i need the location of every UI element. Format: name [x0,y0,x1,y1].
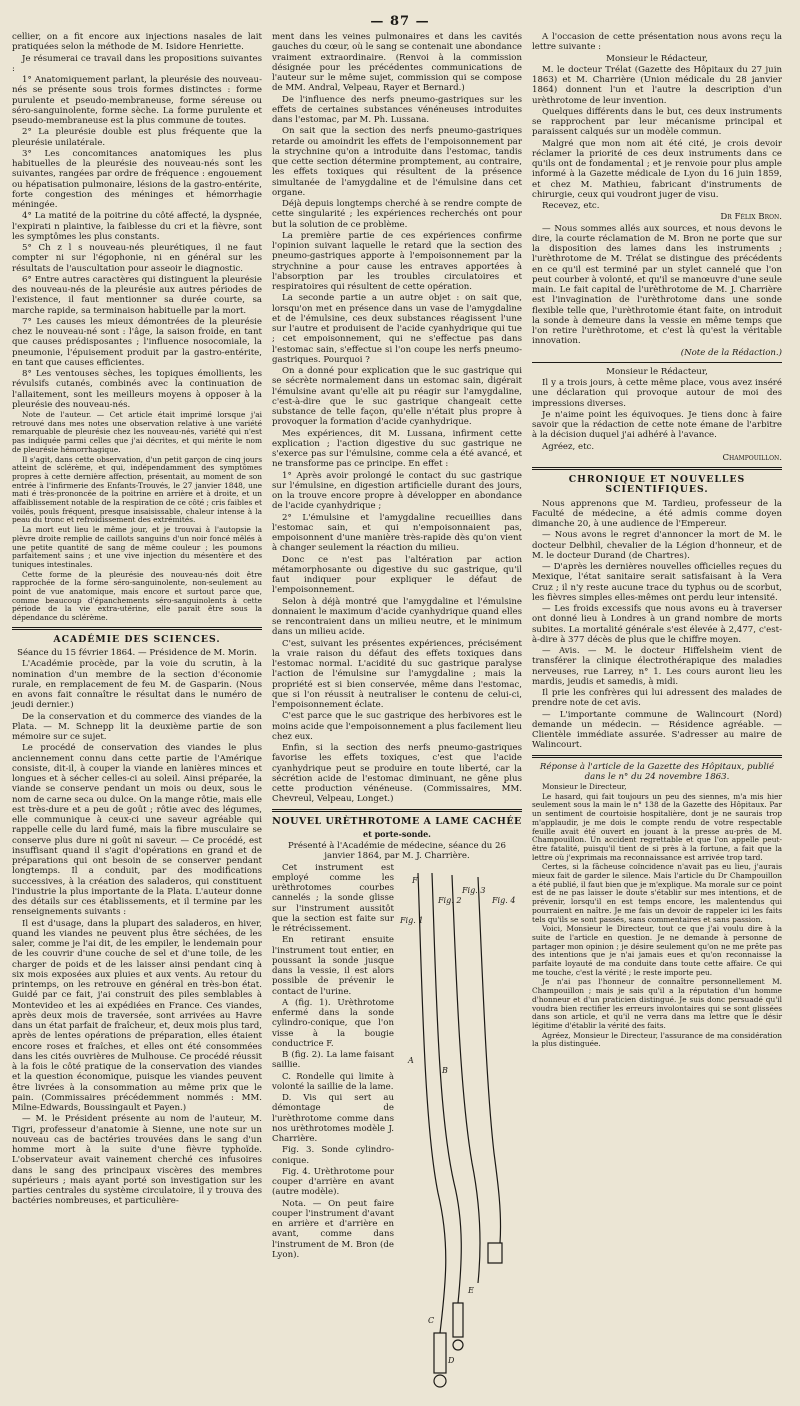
proposition: 7° Les causes les mieux démontrées de la pleurésie chez le nouveau-né sont : l'âge, la saison froide, en tant que causes prédisposantes ; l'influence nosocomiale, la pneumonie, l'épuisement produit par la gastro-entérite, en tant que causes efficientes. [12,316,262,368]
part-label: B [442,1065,448,1075]
divider [12,627,262,630]
instrument-fig4 [478,877,501,1243]
paragraph: Il y a trois jours, à cette même place, vous avez inséré une déclaration qui provoque autour de moi des impressions diverses. [532,378,782,409]
proposition: 2° La pleurésie double est plus fréquente que la pleurésie unilatérale. [12,127,262,148]
fig-label: Fig. 2 [438,895,462,905]
reply-paragraph: Voici, Monsieur le Directeur, tout ce que j'ai voulu dire à la suite de l'article en question. Je ne demande à personne de partager mon opinion ; je désire seulement qu'on ne me prête pas des intentions que je n'ai jamais eues et qu'on reconnaisse la parfaite loyauté de ma conduite dans toute cette affaire. Ce qui me touche, c'est la vérité ; le reste importe peu. [532,924,782,977]
instrument-drawing [398,863,522,1403]
paragraph: Quelques différents dans le but, ces deux instruments se rapprochent par leur mécanisme principal et paraissent calqués sur un modèle commun. [532,106,782,138]
page-number: — 87 — [370,14,430,29]
figure-paragraph: Cet instrument est employé comme les urèthrotomes courbes cannelés ; la sonde glisse sur l'instrument aussitôt que la section est faite sur le rétrécissement. [272,862,394,934]
proposition: 3° Les concomitances anatomiques les plus habituelles de la pleurésie des nouveau-nés sont les suivantes, rangées par ordre de fréquence : engouement ou hépatisation pulmonaire, lésions de la gastro-entérite, forte congestion des méninges et hémorrhagie méningée. [12,148,262,210]
thumb-ring [434,1375,446,1387]
proposition: 4° La matité de la poitrine du côté affecté, la dyspnée, l'expirati n plaintive, la faiblesse du cri et la fièvre, sont les symptômes les plus constants. [12,211,262,242]
paragraph: 1° Après avoir prolongé le contact du suc gastrique sur l'émulsine, en digestion artificielle durant des jours, on la trouve encore propre à développer en abondance de l'acide cyanhydrique ; [272,470,522,512]
proposition: 1° Anatomiquement parlant, la pleurésie des nouveau-nés se présente sous trois formes distinctes : forme purulente et pseudo-membraneuse, forme séreuse ou séro-sanguinolente, forme sèche. La forme purulente et pseudo-membraneuse est la plus commune de toutes. [12,75,262,126]
paragraph: Je n'aime point les équivoques. Je tiens donc à faire savoir que la rédaction de cette note émane de l'arbitre à la décision duquel j'ai adhéré à l'avance. [532,409,782,441]
column-2 [272,32,522,1365]
divider [532,362,782,363]
figure-paragraph: Fig. 4. Urèthrotome pour couper d'arrière en avant (autre modèle). [272,1166,394,1198]
paragraph: Le procédé de conservation des viandes le plus anciennement connu dans cette partie de l'Amérique consiste, dit-il, à couper la viande en lanières minces et longues et à sécher celles-ci au soleil. Ainsi préparée, la viande se conserve pendant un mois ou deux, sous le nom de carne seca ou dulce. On la mange rôtie, mais elle est très-dure et a peu de goût ; rôtie avec des légumes, elle communique à ceux-ci une saveur agréable qui rappelle celle du lard fumé, mais la fibre musculaire se conserve plus dure ni goût ni saveur. — Ce procédé, est insuffisant quand il s'agit d'opérations en grand et de préparations qui ont besoin de se conserver pendant longtemps. Il a conduit, par des modifications successives, à la création des saladeros, qui constituent l'industrie la plus importante de la Plata. L'auteur donne des détails sur ces établissements, et il termine par les renseignements suivants : [12,743,262,918]
news-item: Il prie les confrères qui lui adressent des malades de prendre note de cet avis. [532,688,782,709]
paragraph: La première partie de ces expériences confirme l'opinion suivant laquelle le retard que la section des pneumo-gastriques apporte à l'empoisonnement par la strychnine a pour cause les entraves apportées à l'absorption par les troubles circulatoires et respiratoires qui résultent de cette opération. [272,230,522,292]
instrument-fig1 [418,873,446,1333]
figure-paragraph: C. Rondelle qui limite à volonté la saillie de la lame. [272,1071,394,1092]
salutation: Monsieur le Rédacteur, [606,53,708,64]
news-item: Nous apprenons que M. Tardieu, professeur de la Faculté de médecine, a été admis comme doyen dimanche 20, à une audience de l'Empereur. [532,498,782,529]
handle [488,1243,502,1263]
section-title: ACADÉMIE DES SCIENCES. [53,633,221,645]
salutation: Monsieur le Rédacteur, [606,366,708,377]
reply-paragraph: Agréez, Monsieur le Directeur, l'assurance de ma considération la plus distinguée. [532,1030,782,1049]
paragraph: On sait que la section des nerfs pneumo-gastriques retarde ou amoindrit les effets de l'empoisonnement par la strychnine qu'on a introduite dans l'estomac, tandis que cette section détermine promptement, au contraire, les effets toxiques qui résultent de la présence simultanée de l'amygdaline et de l'émulsine dans cet organe. [272,126,522,198]
paragraph: Selon à déjà montré que l'amygdaline et l'émulsine donnaient le maximum d'acide cyanhydrique quand elles se rencontraient dans un milieu neutre, et le minimum dans un milieu acide. [272,596,522,638]
handle [453,1303,463,1337]
figure-paragraph: Fig. 3. Sonde cylindro-conique. [272,1145,394,1166]
paragraph: L'Académie procède, par la voie du scrutin, à la nomination d'un membre de la section d'économie rurale, en remplacement de feu M. de Gasparin. (Nous en avons fait connaître le résultat dans le numéro de jeudi dernier.) [12,659,262,711]
news-item: — L'importante commune de Walincourt (Nord) demande un médecin. — Résidence agréable. — Clientèle immédiate assurée. S'adresser au maire de Walincourt. [532,709,782,751]
note-paragraph: La mort eut lieu le même jour, et je trouvai à l'autopsie la plèvre droite remplie de caillots sanguins d'un noir foncé mêlés à une petite quantité de sang de même couleur ; les poumons parfaitement sains ; et une vive injection du mésentère et des tuniques intestinales. [12,525,262,569]
fig-label: Fig. 3 [462,885,486,895]
instrument-fig2 [432,873,461,1303]
paragraph: Mes expériences, dit M. Lussana, infirment cette explication ; l'action digestive du suc gastrique ne s'exerce pas sur l'émulsine, comme cela a été avancé, et ne transforme pas ce principe. En effet : [272,428,522,470]
note-paragraph: Note de l'auteur. — Cet article était imprimé lorsque j'ai retrouvé dans mes notes une observation relative à une variété remarquable de pleurésie chez les nouveau-nés, variété qui n'est pas indiquée parmi celles que j'ai décrites, et qui mérite le nom de pleurésie hémorrhagique. [12,410,262,454]
paragraph: De l'influence des nerfs pneumo-gastriques sur les effets de certaines substances vénéneuses introduites dans l'estomac, par M. Ph. Lussana. [272,94,522,125]
paragraph: Donc ce n'est pas l'altération par action métamorphosante ou digestive du suc gastrique, qu'il faut indiquer pour expliquer le défaut de l'empoisonnement. [272,554,522,596]
paragraph: Agréez, etc. [542,441,595,452]
editor-note: (Note de la Rédaction.) [680,347,782,358]
paragraph: C'est parce que le suc gastrique des herbivores est le moins acide que l'empoisonnement a plus facilement lieu chez eux. [272,711,522,742]
paragraph: Déjà depuis longtemps cherché à se rendre compte de cette singularité ; les expériences recherchés ont pour but la solution de ce problème. [272,199,522,230]
article-title: NOUVEL URÈTHROTOME A LAME CACHÉE [272,815,522,827]
paragraph: 2° L'émulsine et l'amygdaline recueillies dans l'estomac sain, et qui n'empoisonnaient pas, empoisonnent d'une manière très-rapide dès qu'on vient à changer seulement la réaction du milieu. [272,512,522,554]
section-title: CHRONIQUE ET NOUVELLES SCIENTIFIQUES. [568,474,746,496]
news-item: — Avis. — M. le docteur Hiffelsheim vient de transférer la clinique électrothérapique des maladies nerveuses, rue Larrey, n° 1. Les cours auront lieu les mardis, jeudis et samedis, à midi. [532,646,782,687]
reply-letter [532,783,782,1049]
paragraph: Enfin, si la section des nerfs pneumo-gastriques favorise les effets toxiques, c'est que l'acide cyanhydrique peut se produire en toute liberté, car la sécrétion acide de l'estomac diminuant, ne gêne plus cette production vénéneuse. (Commissaires, MM. Chevreul, Velpeau, Longet.) [272,743,522,805]
reply-title: Réponse à l'article de la Gazette des Hôpitaux, publié dans le n° du 24 novembre 1863. [539,761,775,782]
proposition: 6° Entre autres caractères qui distinguent la pleurésie des nouveau-nés de la pleurésie aux autres périodes de l'existence, il faut mentionner sa durée courte, sa marche rapide, sa terminaison habituelle par la mort. [12,274,262,316]
part-label: F [412,875,418,885]
divider [532,755,782,758]
paragraph: C'est, suivant les présentes expériences, précisément la vraie raison du défaut des effets toxiques dans l'estomac normal. L'acidité du suc gastrique paralyse l'action de l'émulsine sur l'amygdaline ; mais la propriété est si bien conservée, même dans l'estomac, que si l'on réussit à neutraliser le contenu de celui-ci, l'empoisonnement éclate. [272,638,522,710]
paragraph: M. le docteur Trélat (Gazette des Hôpitaux du 27 juin 1863) et M. Charrière (Union médicale du 28 janvier 1864) donnent l'un et l'autre la description d'un urèthrotome de leur invention. [532,64,782,106]
figure-paragraph: En retirant ensuite l'instrument tout entier, en poussant la sonde jusque dans la vessie, il est alors possible de prévenir le contact de l'urine. [272,935,394,997]
paragraph: — Nous sommes allés aux sources, et nous devons le dire, la courte réclamation de M. Bron ne porte que sur la disposition des lames dans les instruments ; l'urèthrotome de M. Trélat se distingue des précédents en ce qu'il est terminé par un stylet cannelé que l'on peut courber à volonté, et qu'il se manœuvre d'une seule main. Le fait capital de l'urèthrotome de M. J. Charrière est l'invagination de l'urèthrotome dans une sonde flexible telle que, l'urèthrotomie étant faite, on introduit la sonde à demeure dans la vessie en même temps que l'on retire l'urèthrotome, et c'est là qu'est la véritable innovation. [532,223,782,347]
paragraph: cellier, on a fit encore aux injections nasales de lait pratiquées selon la méthode de M. Isidore Henriette. [12,32,262,53]
author-note [12,411,262,623]
divider [272,809,522,812]
article-byline: Présenté à l'Académie de médecine, séance du 26 janvier 1864, par M. J. Charrière. [288,841,506,862]
part-label: D [448,1355,455,1365]
signature: Dr Félix Bron. [720,212,782,223]
paragraph: Malgré que mon nom ait été cité, je crois devoir réclamer la priorité de ces deux instruments dans ce qu'ils ont de fondamental ; et je renvoie pour plus ample informé à la Gazette médicale de Lyon du 16 juin 1859, et chez M. Mathieu, fabricant d'instruments de chirurgie, ceux qui voudront juger de visu. [532,138,782,200]
fig-label: Fig. 4 [492,895,516,905]
figure-block [272,863,522,1403]
proposition: 5° Ch z l s nouveau-nés pleurétiques, il ne faut compter ni sur l'égophonie, ni en général sur les résultats de l'auscultation pour asseoir le diagnostic. [12,243,262,274]
column-3 [532,32,782,1172]
paragraph: A l'occasion de cette présentation nous avons reçu la lettre suivante : [532,32,782,53]
handle [434,1333,446,1373]
reply-paragraph: Je n'ai pas l'honneur de connaître personnellement M. Champouillon ; mais je sais qu'il a la réputation d'un homme d'honneur et d'un praticien distingué. Je suis donc persuadé qu'il voudra bien rectifier les erreurs involontaires qui se sont glissées dans son article, et qu'il ne verra dans ma lettre que le désir légitime d'établir la vérité des faits. [532,977,782,1030]
fig-label: Fig. 1 [400,915,424,925]
part-label: A [408,1055,414,1065]
part-label: E [468,1285,474,1295]
divider [532,467,782,470]
figure-paragraph: A (fig. 1). Urèthrotome enfermé dans la sonde cylindro-conique, que l'on visse à la bougie conductrice F. [272,997,394,1049]
article-subtitle: et porte-sonde. [363,828,431,839]
news-item: — Les froids excessifs que nous avons eu à traverser ont donné lieu à Londres à un grand nombre de morts subites. La mortalité générale s'est élevée à 2,477, c'est-à-dire à 377 décès de plus que le chiffre moyen. [532,604,782,645]
note-paragraph: Il s'agit, dans cette observation, d'un petit garçon de cinq jours atteint de sclérème, et qui, indépendamment des symptômes propres à cette dernière affection, présentait, au moment de son entrée à l'infirmerie des Enfants-Trouvés, le 27 janvier 1848, une mati é très-prononcée de la poitrine en arrière et à droite, et un affaiblissement notable de la respiration de ce côté ; cris faibles et voilés, pouls fréquent, presque insaisissable, chaleur intense à la peau du tronc et refroidissement des extrémités. [12,454,262,525]
figure-paragraph: D. Vis qui sert au démontage de l'urèthrotome comme dans nos urèthrotomes modèle J. Charrière. [272,1093,394,1144]
instrument-fig3 [452,875,480,1283]
session-line: Séance du 15 février 1864. — Présidence de M. Morin. [17,648,257,659]
note-paragraph: Cette forme de la pleurésie des nouveau-nés doit être rapprochée de la forme séro-sanguinolente, non-seulement au point de vue anatomique, mais encore et surtout parce que, comme beaucoup d'épanchements séro-sanguinolents à cette période de la vie extra-utérine, elle paraît être sous la dépendance du sclérème. [12,569,262,623]
paragraph: Je résumerai ce travail dans les propositions suivantes : [12,53,262,74]
figure-text [272,863,394,1403]
paragraph: De la conservation et du commerce des viandes de la Plata. — M. Schnepp lit la deuxième partie de son mémoire sur ce sujet. [12,711,262,743]
salutation: Monsieur le Directeur, [542,782,627,791]
signature: Champouillon. [722,452,782,463]
paragraph: Recevez, etc. [542,201,600,211]
figure-paragraph: Nota. — On peut faire couper l'instrument d'avant en arrière et d'arrière en avant, comme dans l'instrument de M. Bron (de Lyon). [272,1198,394,1260]
part-label: C [428,1315,435,1325]
news-item: — Nous avons le regret d'annoncer la mort de M. le docteur Delbhil, chevalier de la Légion d'honneur, et de M. le docteur Durand (de Chartres). [532,530,782,561]
paragraph: Il est d'usage, dans la plupart des saladeros, en hiver, quand les viandes ne peuvent plus être séchées, de les saler, comme je l'ai dit, de les empiler, le lendemain pour de les couvrir d'une couche de sel et d'une toile, de les charger de poids et de les laisser ainsi pendant cinq à six mois exposées aux pluies et aux vents. Au retour du printemps, on les retrouve en général en très-bon état. Guidé par ce fait, j'ai construit des piles semblables à Montevideo et les ai expédiées en France. Ces viandes, après deux mois de traversée, sont arrivées au Havre dans un état parfait de fraîcheur, et, deux mois plus tard, après de lentes opérations de préparation, elles étaient encore roses et fraîches, et elles ont été consommées dans les cités ouvrières de Mulhouse. Ce procédé réussit à la fois le côté pratique de la conservation des viandes et la question économique, puisque les viandes peuvent être livrées à la consommation au même prix que le pain. (Commissaires précédemment nommés : MM. Milne-Edwards, Boussingault et Payen.) [12,918,262,1114]
paragraph: On a donné pour explication que le suc gastrique qui se sécrète normalement dans un estomac sain, digérait l'émulsine avant qu'elle ait pu réagir sur l'amygdaline, c'est-à-dire que le suc gastrique changeait cette substance de telle façon, qu'elle n'était plus propre à provoquer la formation d'acide cyanhydrique. [272,366,522,428]
proposition: 8° Les ventouses sèches, les topiques émollients, les révulsifs cutanés, combinés avec la continuation de l'allaitement, sont les meilleurs moyens à opposer à la pleurésie des nouveau-nés. [12,369,262,410]
reply-paragraph: Certes, si la fâcheuse coïncidence n'avait pas eu lieu, j'aurais mieux fait de garder le silence. Mais l'article du Dr Champouillon a été publié, il faut bien que je m'explique. Ma morale sur ce point est de ne pas laisser le doute s'établir sur mes intentions, et de prévenir, lorsqu'il en est temps encore, les malentendus qui pourraient en naître. Je me fais un devoir de rappeler ici les faits tels qu'ils se sont passés, sans commentaires et sans passion. [532,862,782,924]
page-header [12,10,788,32]
paragraph: — M. le Président présente au nom de l'auteur, M. Tigri, professeur d'anatomie à Sienne, une note sur un nouveau cas de bactéries trouvées dans le sang d'un homme mort à la suite d'une fièvre typhoïde. L'observateur avait vainement cherché ces infusoires dans le sang des principaux viscères des membres supérieurs ; mais ayant porté son investigation sur les parties centrales du système circulatoire, il y trouva des bactéries nombreuses, et particulière- [12,1114,262,1207]
figure-paragraph: B (fig. 2). La lame faisant saillie. [272,1050,394,1071]
urethrotome-illustration [398,863,522,1403]
column-1 [12,32,262,1207]
columns [12,32,788,1365]
paragraph: La seconde partie a un autre objet : on sait que, lorsqu'on met en présence dans un vase de l'amygdaline et de l'émulsine, ces deux substances réagissent l'une sur l'autre et produisent de l'acide cyanhydrique qui tue ; cet empoisonnement, qui ne s'effectue pas dans l'estomac sain, s'effectue si l'on coupe les nerfs pneumo-gastriques. Pourquoi ? [272,293,522,365]
news-item: — D'après les dernières nouvelles officielles reçues du Mexique, l'état sanitaire serait satisfaisant à la Vera Cruz ; il n'y reste aucune trace du typhus ou de scorbut, les fièvres simples elles-mêmes ont perdu leur intensité. [532,562,782,603]
thumb-ring [453,1340,463,1350]
paragraph: ment dans les veines pulmonaires et dans les cavités gauches du cœur, où le sang se contenait une abondance vraiment extraordinaire. (Renvoi à la commission désignée pour les précédentes communications de l'auteur sur le même sujet, commission qui se compose de MM. Andral, Velpeau, Rayer et Bernard.) [272,32,522,94]
reply-paragraph: Le hasard, qui fait toujours un peu des siennes, m'a mis hier seulement sous la main le n° 138 de la Gazette des Hôpitaux. Par un sentiment de courtoisie hospitalière, dont je ne saurais trop m'applaudir, je me dois le compte rendu de votre respectable feuille avait été ouvert en jouant à la presse au-près de M. Champouillon. Un accident regrettable et que l'on appelle peut-être fatalité, puisqu'il tient de si près à la fortune, a fait que la lettre où j'exprimais ma reconnaissance est arrivée trop tard. [532,791,782,862]
